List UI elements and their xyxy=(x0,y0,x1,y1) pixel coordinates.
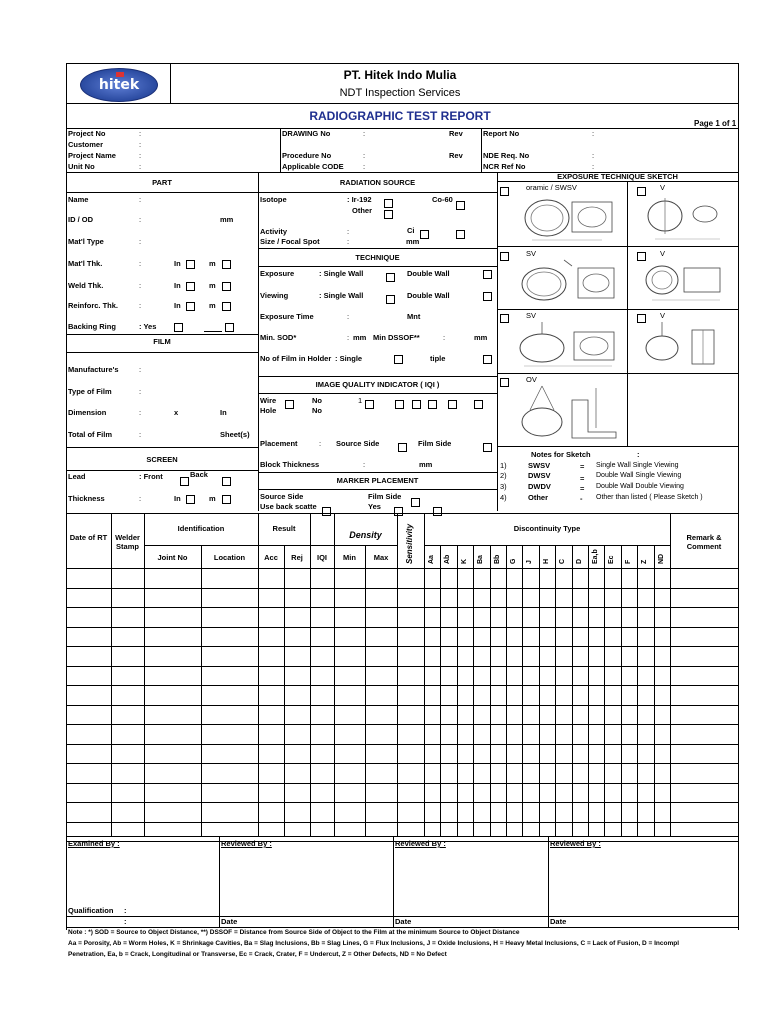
colon: : xyxy=(347,227,350,236)
discontinuity-code-j: J xyxy=(526,560,533,564)
colon: : xyxy=(347,237,350,246)
sketch-5-label: SV xyxy=(526,311,537,320)
sheets-unit: Sheet(s) xyxy=(220,430,250,439)
table-row xyxy=(66,763,738,764)
note-desc: Other than listed ( Please Sketch ) xyxy=(596,494,703,501)
viewing-single-checkbox[interactable] xyxy=(386,295,395,304)
colon: : xyxy=(139,387,142,396)
report-no-label: Report No xyxy=(483,129,520,138)
note-eq: = xyxy=(580,484,585,493)
mm-unit: m xyxy=(209,301,216,310)
mm-unit: m xyxy=(209,259,216,268)
colon: : xyxy=(637,450,640,459)
isotope-label: Isotope xyxy=(260,195,287,204)
note-num: 4) xyxy=(500,493,507,502)
film-type-label: Type of Film xyxy=(68,387,112,396)
discontinuity-code-g: G xyxy=(510,558,517,564)
marker-film-side-checkbox[interactable] xyxy=(411,498,420,507)
unit-no-label: Unit No xyxy=(68,162,95,171)
customer-label: Customer xyxy=(68,140,104,149)
table-row xyxy=(66,646,738,647)
colon: : xyxy=(139,494,142,503)
nde-req-label: NDE Req. No xyxy=(483,151,530,160)
note-num: 2) xyxy=(500,471,507,480)
backing-yes: : Yes xyxy=(139,322,157,331)
mat-thk-label: Mat'l Thk. xyxy=(68,259,103,268)
discontinuity-code-eab: Ea,b xyxy=(592,549,599,564)
colon: : xyxy=(592,151,595,160)
colon: : xyxy=(124,906,127,915)
lead-back-checkbox[interactable] xyxy=(222,477,231,486)
ci-checkbox[interactable] xyxy=(420,230,429,239)
discontinuity-code-nd: ND xyxy=(658,553,665,564)
film-multiple: tiple xyxy=(430,354,446,363)
screen-mm-checkbox[interactable] xyxy=(222,495,231,504)
sketch-3-checkbox[interactable] xyxy=(500,252,509,261)
col-result-header: Result xyxy=(272,524,296,533)
col-identification-header: Identification xyxy=(177,524,225,533)
footnote-codes-1: Aa = Porosity, Ab = Worm Holes, K = Shrinkage Cavities, Ba = Slag Inclusions, Bb = Slag Lines, G = Flux Inclusions, J = Oxide Inclusions, H = Heavy Metal Inclusions, C = Lack of Fusion, D = Incompl xyxy=(68,940,680,947)
ir192-checkbox[interactable] xyxy=(384,199,393,208)
sketch-swsv-drawing xyxy=(512,192,624,244)
dimension-unit: In xyxy=(220,408,227,417)
sketch-dwdv-drawing xyxy=(640,318,730,370)
discontinuity-code-bb: Bb xyxy=(494,554,501,564)
sketch-dwsv-drawing xyxy=(512,318,624,370)
sketch-panoramic-drawing xyxy=(640,194,730,244)
exposure-single-checkbox[interactable] xyxy=(386,273,395,282)
table-row xyxy=(66,666,738,667)
discontinuity-code-aa: Aa xyxy=(428,555,435,564)
mat-type-label: Mat'l Type xyxy=(68,237,104,246)
film-single: : Single xyxy=(335,354,363,363)
backing-ring-label: Backing Ring xyxy=(68,322,116,331)
table-column-line xyxy=(738,513,739,836)
wire-3-checkbox[interactable] xyxy=(412,400,421,409)
back-scatter-label: Use back scatte xyxy=(260,502,317,511)
table-column-line xyxy=(397,513,398,836)
back-scatter-no-checkbox[interactable] xyxy=(433,507,442,516)
company-name: PT. Hitek Indo Mulia xyxy=(343,68,457,82)
date-label: Date xyxy=(395,917,412,926)
rev-label: Rev xyxy=(449,129,463,138)
film-multiple-checkbox[interactable] xyxy=(483,355,492,364)
table-row xyxy=(66,802,738,803)
colon: : xyxy=(443,333,446,342)
exposure-double: Double Wall xyxy=(407,269,450,278)
applicable-code-label: Applicable CODE xyxy=(282,162,344,171)
co60-checkbox[interactable] xyxy=(456,201,465,210)
weld-thk-in-checkbox[interactable] xyxy=(186,282,195,291)
col-acc-header: Acc xyxy=(264,553,278,562)
sketch-1-label: oramic / SWSV xyxy=(526,183,577,192)
table-column-line xyxy=(670,513,671,836)
screen-in-checkbox[interactable] xyxy=(186,495,195,504)
lead-front-checkbox[interactable] xyxy=(180,477,189,486)
colon: : xyxy=(139,151,142,160)
col-min-header: Min xyxy=(343,553,356,562)
col-max-header: Max xyxy=(373,553,389,562)
examined-by-label: Examined By : xyxy=(68,839,120,848)
wire-4-checkbox[interactable] xyxy=(428,400,437,409)
min-dssof-label: Min DSSOF** xyxy=(373,333,420,342)
logo-text: hitek xyxy=(98,77,140,93)
sketch-2-label: V xyxy=(660,183,666,192)
in-unit: In xyxy=(174,281,181,290)
colon: : xyxy=(139,281,142,290)
mm-unit: m xyxy=(209,281,216,290)
size-label: Size / Focal Spot xyxy=(260,237,320,246)
service-name: NDT Inspection Services xyxy=(339,87,461,99)
company-logo xyxy=(80,68,158,102)
lead-back: Back xyxy=(190,470,208,479)
colon: : xyxy=(139,215,142,224)
col-iqi-header: IQI xyxy=(316,553,327,562)
note-num: 1) xyxy=(500,461,507,470)
colon: : xyxy=(139,408,142,417)
activity-label: Activity xyxy=(260,227,288,236)
dimension-x: x xyxy=(174,408,179,417)
hole-no: No xyxy=(312,406,322,415)
size-mm-unit: mm xyxy=(406,237,420,246)
part-heading: PART xyxy=(152,178,172,187)
screen-thickness-label: Thickness xyxy=(68,494,105,503)
viewing-double: Double Wall xyxy=(407,291,450,300)
marker-film-side: Film Side xyxy=(368,492,402,501)
date-label: Date xyxy=(550,917,567,926)
footnote-sod: Note : *) SOD = Source to Object Distance, **) DSSOF = Distance from Source Side of Object to the Film at the minimum Source to Object Distance xyxy=(68,929,520,936)
sketch-5-checkbox[interactable] xyxy=(500,314,509,323)
wire-number: 1 xyxy=(358,396,363,405)
colon: : xyxy=(363,460,366,469)
sketch-4-label: V xyxy=(660,249,666,258)
sketch-7-label: OV xyxy=(526,375,537,384)
table-column-line xyxy=(258,513,259,836)
colon: : xyxy=(139,259,142,268)
dssof-mm: mm xyxy=(474,333,488,342)
reinf-thk-label: Reinforc. Thk. xyxy=(68,301,119,310)
col-discontinuity-header: Discontinuity Type xyxy=(513,524,581,533)
in-unit: In xyxy=(174,494,181,503)
exposure-label: Exposure xyxy=(260,269,295,278)
note-num: 3) xyxy=(500,482,507,491)
lead-label: Lead xyxy=(68,472,86,481)
block-mm: mm xyxy=(419,460,433,469)
reviewed-by-label: Reviewed By : xyxy=(221,839,272,848)
viewing-double-checkbox[interactable] xyxy=(483,292,492,301)
page-number: Page 1 of 1 xyxy=(694,119,737,128)
sod-mm: mm xyxy=(353,333,367,342)
note-eq: = xyxy=(580,462,585,471)
marker-heading: MARKER PLACEMENT xyxy=(336,476,419,485)
sketch-notes-title: Notes for Sketch xyxy=(531,450,591,459)
reinf-thk-in-checkbox[interactable] xyxy=(186,302,195,311)
total-film-label: Total of Film xyxy=(68,430,113,439)
colon: : xyxy=(139,195,142,204)
sketch-1-checkbox[interactable] xyxy=(500,187,509,196)
exposure-double-checkbox[interactable] xyxy=(483,270,492,279)
sketch-7-checkbox[interactable] xyxy=(500,378,509,387)
name-label: Name xyxy=(68,195,89,204)
discontinuity-code-f: F xyxy=(625,559,632,564)
reviewed-by-label: Reviewed By : xyxy=(550,839,601,848)
discontinuity-code-ec: Ec xyxy=(608,555,615,564)
sketch-heading: EXPOSURE TECHNIQUE SKETCH xyxy=(557,172,678,181)
procedure-no-label: Procedure No xyxy=(282,151,332,160)
table-row xyxy=(66,744,738,745)
reviewed-by-label: Reviewed By : xyxy=(395,839,446,848)
project-no-label: Project No xyxy=(68,129,106,138)
technique-heading: TECHNIQUE xyxy=(355,253,400,262)
table-row xyxy=(66,822,738,823)
mm-unit: mm xyxy=(220,215,234,224)
colon: : xyxy=(124,917,127,926)
report-title: RADIOGRAPHIC TEST REPORT xyxy=(309,109,491,123)
viewing-single: : Single Wall xyxy=(319,291,364,300)
colon: : xyxy=(139,365,142,374)
colon: : xyxy=(139,140,142,149)
wire-6-checkbox[interactable] xyxy=(474,400,483,409)
colon: : xyxy=(139,301,142,310)
weld-thk-mm-checkbox[interactable] xyxy=(222,282,231,291)
table-row xyxy=(66,627,738,628)
discontinuity-code-d: D xyxy=(576,558,583,564)
no-film-label: No of Film in Holder xyxy=(260,354,332,363)
back-scatter-yes-checkbox[interactable] xyxy=(394,507,403,516)
film-single-checkbox[interactable] xyxy=(394,355,403,364)
discontinuity-code-h: H xyxy=(543,558,550,564)
sketch-sv-drawing xyxy=(512,256,624,308)
colon: : xyxy=(347,333,350,342)
wire-5-checkbox[interactable] xyxy=(448,400,457,409)
iqi-source-side-checkbox[interactable] xyxy=(398,443,407,452)
date-label: Date xyxy=(221,917,238,926)
table-row xyxy=(66,685,738,686)
footnote-codes-2: Penetration, Ea, b = Crack, Longitudinal or Transverse, Ec = Crack, Crater, F = Undercut, Z = Other Defects, ND = No Defect xyxy=(68,951,447,958)
rev-label: Rev xyxy=(449,151,463,160)
mat-thk-mm-checkbox[interactable] xyxy=(222,260,231,269)
iqi-film-side: Film Side xyxy=(418,439,452,448)
exposure-time-label: Exposure Time xyxy=(260,312,314,321)
viewing-label: Viewing xyxy=(260,291,289,300)
col-rej-header: Rej xyxy=(291,553,303,562)
col-welder-header: Welder Stamp xyxy=(115,533,140,551)
block-thk-label: Block Thickness xyxy=(260,460,320,469)
table-row xyxy=(66,705,738,706)
colon: : xyxy=(319,439,322,448)
back-scatter-source-checkbox[interactable] xyxy=(322,507,331,516)
table-row xyxy=(66,783,738,784)
iqi-film-side-checkbox[interactable] xyxy=(483,443,492,452)
note-desc: Single Wall Single Viewing xyxy=(596,462,679,469)
iqi-heading: IMAGE QUALITY INDICATOR ( IQI ) xyxy=(315,380,440,389)
discontinuity-code-ba: Ba xyxy=(477,555,484,564)
marker-source-side: Source Side xyxy=(260,492,304,501)
screen-heading: SCREEN xyxy=(146,455,178,464)
note-desc: Double Wall Double Viewing xyxy=(596,483,684,490)
discontinuity-code-z: Z xyxy=(641,559,648,564)
backing-no-checkbox[interactable] xyxy=(225,323,234,332)
col-joint-header: Joint No xyxy=(157,553,188,562)
id-od-label: ID / OD xyxy=(68,215,94,224)
placement-label: Placement xyxy=(260,439,298,448)
lead-front: : Front xyxy=(139,472,163,481)
colon: : xyxy=(347,312,350,321)
colon: : xyxy=(363,162,366,171)
colon: : xyxy=(139,237,142,246)
table-row xyxy=(66,724,738,725)
exposure-single: : Single Wall xyxy=(319,269,364,278)
col-remark-header: Remark & Comment xyxy=(686,533,722,551)
ci-unit: Ci xyxy=(407,226,415,235)
discontinuity-code-k: K xyxy=(461,558,468,564)
table-row xyxy=(66,607,738,608)
colon: : xyxy=(139,430,142,439)
activity-alt-checkbox[interactable] xyxy=(456,230,465,239)
colon: : xyxy=(363,129,366,138)
wire-1-checkbox[interactable] xyxy=(365,400,374,409)
note-code: DWDV xyxy=(528,482,551,491)
wire-2-checkbox[interactable] xyxy=(395,400,404,409)
colon: : xyxy=(592,162,595,171)
weld-thk-label: Weld Thk. xyxy=(68,281,104,290)
colon: : xyxy=(592,129,595,138)
other-isotope-checkbox[interactable] xyxy=(384,210,393,219)
wire-checkbox[interactable] xyxy=(285,400,294,409)
qualification-label: Qualification xyxy=(68,906,114,915)
table-column-line xyxy=(310,513,311,836)
backing-yes-checkbox[interactable] xyxy=(174,323,183,332)
note-code: Other xyxy=(528,493,549,502)
mnt-unit: Mnt xyxy=(407,312,421,321)
note-code: SWSV xyxy=(528,461,551,470)
col-date-header: Date of RT xyxy=(69,533,108,542)
mat-thk-in-checkbox[interactable] xyxy=(186,260,195,269)
isotope-ir: : Ir-192 xyxy=(347,195,372,204)
note-desc: Double Wall Single Viewing xyxy=(596,472,682,479)
table-column-line xyxy=(111,513,112,836)
wire-label: Wire xyxy=(260,396,277,405)
wire-no: No xyxy=(312,396,322,405)
sketch-6-label: V xyxy=(660,311,666,320)
hole-label: Hole xyxy=(260,406,277,415)
sketch-3-label: SV xyxy=(526,249,537,258)
note-code: DWSV xyxy=(528,471,551,480)
manufacture-label: Manufacture's xyxy=(68,365,119,374)
note-eq: - xyxy=(580,494,583,503)
in-unit: In xyxy=(174,259,181,268)
table-row xyxy=(66,588,738,589)
isotope-co: Co-60 xyxy=(432,195,453,204)
project-name-label: Project Name xyxy=(68,151,116,160)
drawing-no-label: DRAWING No xyxy=(282,129,331,138)
in-unit: In xyxy=(174,301,181,310)
radiation-heading: RADIATION SOURCE xyxy=(339,178,416,187)
col-sensitivity-header: Sensitivity xyxy=(405,523,414,564)
sketch-ov-drawing xyxy=(512,380,624,444)
colon: : xyxy=(363,151,366,160)
colon: : xyxy=(139,162,142,171)
table-column-line xyxy=(424,513,425,836)
ncr-ref-label: NCR Ref No xyxy=(483,162,526,171)
col-location-header: Location xyxy=(213,553,246,562)
back-scatter-yes: Yes xyxy=(368,502,381,511)
table-column-line xyxy=(144,513,145,836)
film-heading: FILM xyxy=(153,337,171,346)
sketch-v-drawing xyxy=(640,256,730,306)
table-column-line xyxy=(66,513,67,836)
discontinuity-code-c: C xyxy=(559,558,566,564)
mm-unit: m xyxy=(209,494,216,503)
reinf-thk-mm-checkbox[interactable] xyxy=(222,302,231,311)
note-eq: = xyxy=(580,474,585,483)
dimension-label: Dimension xyxy=(68,408,107,417)
discontinuity-code-ab: Ab xyxy=(444,554,451,564)
col-density-header: Density xyxy=(349,530,382,540)
min-sod-label: Min. SOD* xyxy=(260,333,297,342)
table-column-line xyxy=(334,513,335,836)
iqi-source-side: Source Side xyxy=(336,439,380,448)
isotope-other: Other xyxy=(352,206,373,215)
colon: : xyxy=(139,129,142,138)
